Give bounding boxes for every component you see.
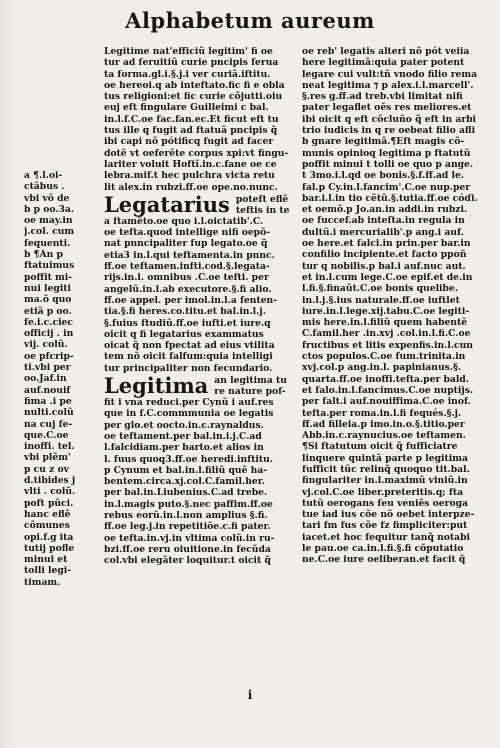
marginal-gloss bbox=[24, 170, 104, 588]
text-line: vbi plẽm' bbox=[24, 452, 71, 464]
text-line: in.l.magis puto.§.nec paffim.ff.oe bbox=[104, 498, 273, 510]
text-line: na cuj fe- bbox=[24, 418, 73, 430]
text-line: hanc eflẽ bbox=[24, 508, 71, 520]
running-header: Alphabetum aureum bbox=[125, 8, 375, 33]
text-line: que in f.C.commmunia oe legatis bbox=[104, 408, 274, 420]
text-line: euj eft fingulare Guilleimi c bal. bbox=[104, 102, 269, 114]
text-line: tus ille q fugit ad ftatuã pncipis q̃ bbox=[104, 125, 278, 137]
text-line: bar.i.l.in tio cẽtũ.§.tutia.ff.oe cóɗi. bbox=[302, 192, 478, 204]
text-line: auf.nouif bbox=[24, 384, 71, 396]
text-line: et oemõ.p Jo.an.in addi.in rubzi. bbox=[302, 204, 468, 216]
text-line: §.fuius ftudiũ.ff.oe iufti.et iure.q bbox=[104, 317, 271, 329]
text-line: tutũ oerogans feu veniẽs oeroga bbox=[302, 497, 468, 509]
text-line: poffit mi- bbox=[24, 271, 73, 283]
text-line: b p oo.3a. bbox=[24, 203, 75, 215]
text-line: §.res g.ff.ad treb.vbi limitat nifi bbox=[302, 91, 463, 103]
text-line: tari fm fus cõe fz fimpliciter:put bbox=[302, 520, 468, 532]
text-line: ff.oe teftamen.infti.cod.§.legata- bbox=[104, 261, 270, 273]
text-line: minui et bbox=[24, 554, 68, 566]
text-line: ff.oe leg.j.in repetitiõe.c.fi pater. bbox=[104, 521, 271, 533]
text-line: oo.Jaf.in bbox=[24, 373, 67, 385]
text-line: fit i vna reduci.per Cynũ i auf.res bbox=[104, 397, 274, 409]
text-line: nat pnncipaliter fup legato.oe q̃ bbox=[104, 238, 268, 250]
text-line: fufficit tũc relinq̃ quoquo tit.bal. bbox=[302, 463, 470, 475]
text-line: ¶Si ftatutum oicit q̃ fufficiatre bbox=[302, 441, 458, 453]
text-line: poft pũci. bbox=[24, 497, 74, 509]
text-line: nulti.colũ bbox=[24, 407, 74, 419]
text-line: oe may.in bbox=[24, 215, 73, 227]
right-text-column bbox=[302, 46, 490, 686]
text-line: vj.col.C.oe liber.preteritis.q; fta bbox=[302, 486, 464, 498]
text-line: fima .i pe bbox=[24, 395, 72, 407]
text-line: vij. colũ. bbox=[24, 339, 68, 351]
text-line: que.C.oe bbox=[24, 429, 69, 441]
text-line: Legitime nat'efficiũ legitim' fi oe bbox=[104, 46, 273, 57]
text-line: rebus eorũ.in.l.non amplius §.fi. bbox=[104, 509, 268, 521]
text-line: l.falcidiam.per barto.et alios in bbox=[104, 442, 264, 454]
text-line: p cu z ov bbox=[24, 463, 69, 475]
text-line: fe.i.c.ciec bbox=[24, 316, 74, 328]
text-line: ff.oe appel. per imol.in.l.a fenten- bbox=[104, 294, 278, 306]
text-line: ctãbus . bbox=[24, 181, 65, 193]
text-line: tia.§.fi heres.co.titu.et bal.in.l.j. bbox=[104, 306, 266, 318]
text-line: C.famil.her .in.xvj .col.in.l.fi.C.oe bbox=[302, 328, 471, 340]
text-line: oe hereoi.q ab inteftato.fic fi e obla bbox=[104, 79, 285, 91]
text-line: tefta.per roma.in.l.fi fequés.§.j. bbox=[302, 407, 462, 419]
text-line: a ftamẽto.oe quo i.l.oictatib'.C. bbox=[104, 215, 264, 227]
text-line: fingulariter in.l.maximũ viniũ.in bbox=[302, 475, 468, 487]
text-line: pater legaflet oẽs res meliores.et bbox=[302, 102, 472, 114]
text-line: xvj.col.p ang.in.l. papinianus.§. bbox=[302, 362, 462, 374]
text-line: oe tefta.in.vj.in vltima colũ.in ru- bbox=[104, 532, 275, 544]
text-line: munis opinioq legitima p ftatutũ bbox=[302, 147, 471, 159]
text-line: trio iudicis in q re oebeat filio afli bbox=[302, 125, 476, 137]
text-line: fequenti. bbox=[24, 237, 71, 249]
text-line: vbi võ de bbox=[24, 192, 70, 204]
text-line: j.col. cum bbox=[24, 226, 75, 238]
text-line: tur q nobilis.p bal.i auf.nuc aut. bbox=[302, 260, 466, 272]
text-line: bzi.ff.oe reru oiuitione.in fecũda bbox=[104, 543, 271, 555]
text-line: b gnare legitimã.¶Eft magis cõ- bbox=[302, 136, 465, 148]
text-line: angelũ.in.l.ab executore.§.fi alio. bbox=[104, 283, 272, 295]
text-line: bentem.circa.xj.col.C.famil.her. bbox=[104, 476, 265, 488]
text-line: dultũ.i mercurialib'.p ang.i auf. bbox=[302, 226, 464, 238]
text-line: tem nõ oicit falfum:quia intelligi bbox=[104, 351, 273, 363]
text-line: linquere quintã parte p legitima bbox=[302, 452, 468, 464]
text-line: nui legiti bbox=[24, 282, 72, 294]
text-line: per falt.i auf.nouiffima.C.oe inof. bbox=[302, 396, 471, 408]
text-line: oicat q̃ non fpectat ad eius vtilita bbox=[104, 340, 275, 352]
text-line: mis here.in.l.filiũ quem habentẽ bbox=[302, 317, 468, 329]
text-line: Abb.in.c.raynucius.oe teftamen. bbox=[302, 430, 466, 442]
text-line: ibi capi nõ pótificq fugit ad facer bbox=[104, 136, 274, 148]
text-line: per bal.in.Liubenius.C.ad trebe. bbox=[104, 487, 268, 499]
text-line: poffit minui t tolli oe quo p ange. bbox=[302, 158, 474, 170]
text-line: ne.C.oe iure oeliberan.et facit q̃ bbox=[302, 554, 466, 566]
text-line: p Cynum et bal.in.l.filiũ quẽ ha- bbox=[104, 464, 268, 476]
rubric-tail-line: re nature pof- bbox=[214, 386, 286, 398]
rubric-word: Legatarius bbox=[104, 191, 230, 217]
text-line: iure.in.l.lege.xij.tabu.C.oe legiti- bbox=[302, 305, 470, 317]
text-line: neat legitima ⁊ p alex.i.l.marcell'. bbox=[302, 79, 474, 91]
text-line: b ¶An p bbox=[24, 249, 63, 261]
text-line: et in.l.cum lege.C.oe epif.et de.in bbox=[302, 271, 473, 283]
text-line: ff.ad filleia.p imo.in.o.§.titio.per bbox=[302, 418, 465, 430]
text-line: t 3mo.i.l.qd oe bonis.§.f.ff.ad le. bbox=[302, 170, 465, 182]
text-line: iacet.et hoc fequitur tanq̃ notabi bbox=[302, 531, 470, 543]
text-line: etia3 in.l.qui teftamenta.in pnnc. bbox=[104, 249, 275, 261]
text-line: ta forma.gl.i.§.j.i ver curiã.iftitu. bbox=[104, 68, 271, 80]
text-line: timam. bbox=[24, 576, 61, 588]
rubric-legitima bbox=[104, 374, 292, 397]
text-line: lariter voluit Hoftĩ.in.c.fane oe ce bbox=[104, 158, 277, 170]
text-line: le pau.oe ca.in.l.fi.§.fi cõputatio bbox=[302, 543, 464, 555]
text-line: l. fuus quoq3.ff.oe heredi.inftitu. bbox=[104, 453, 274, 465]
text-line: fructibus et litis expenfis.in.l.cun bbox=[302, 339, 473, 351]
rubric-word: Legitima bbox=[104, 373, 209, 399]
rubric-tail-line: poteft eflẽ bbox=[235, 193, 289, 205]
text-line: confilio incipiente.et facto ppoñ bbox=[302, 249, 467, 261]
text-line: oe reb' legatis alteri nõ pót veiia bbox=[302, 46, 470, 57]
text-line: d.tibides j bbox=[24, 475, 76, 487]
text-line: tur ad feruitiũ curie pncipis ferua bbox=[104, 57, 279, 69]
text-line: in.l.j.§.ius naturale.ff.oe iuftlet bbox=[302, 294, 460, 306]
text-line: ftatuimus bbox=[24, 260, 75, 272]
text-line: rijs.in.l. omnibus .C.oe tefti. per bbox=[104, 272, 269, 284]
text-line: lit alex.in rubzi.ff.oe ope.no.nunc. bbox=[104, 181, 278, 193]
text-line: fal.p Cy.in.l.fancim'.C.oe nup.per bbox=[302, 181, 471, 193]
left-text-column bbox=[104, 46, 292, 686]
text-line: vlti . colũ. bbox=[24, 486, 76, 498]
text-line: officij . in bbox=[24, 328, 74, 340]
text-line: quarta.ff.oe inoffi.tefta.per bald. bbox=[302, 373, 469, 385]
rubric-tail-line: teftis in te bbox=[235, 204, 290, 216]
text-line: oicit q fi legatarius exammatus bbox=[104, 328, 264, 340]
text-line: tus religioni:et fic curie cõjutti.oiu bbox=[104, 91, 283, 103]
rubric-tail-line: an legitima tu bbox=[214, 375, 287, 387]
text-line: ma.õ quo bbox=[24, 294, 72, 306]
text-line: oe pfcrip- bbox=[24, 350, 74, 362]
text-line: lebra.mif.t hec pulchra victa retu bbox=[104, 170, 275, 182]
text-line: tolli legi- bbox=[24, 565, 72, 577]
rubric-legatarius bbox=[104, 193, 292, 216]
text-line: ibi oicit q eft cõcluño q̃ eft in arbi bbox=[302, 113, 477, 125]
text-line: ti.vbi per bbox=[24, 362, 71, 374]
text-line: opi.f.g ita bbox=[24, 531, 74, 543]
text-line: here legitimã:quia pater potent bbox=[302, 57, 465, 69]
text-line: tue iad ius cõe nõ oebet interpze- bbox=[302, 509, 475, 521]
folio-number: i bbox=[247, 688, 253, 702]
page-gutter-shadow bbox=[0, 0, 14, 748]
text-line: dotẽ vt oeferẽte corpus xpi:vt fingu- bbox=[104, 147, 289, 159]
text-line: per glo.et oocto.in.c.raynaldus. bbox=[104, 419, 264, 431]
text-line: etiã p oo. bbox=[24, 305, 72, 317]
text-line: l.fi.§.finaũt.C.oe bonis quelibe. bbox=[302, 283, 459, 295]
text-line: in.l.f.C.oe fac.fan.ec.Et ficut eft tu bbox=[104, 113, 279, 125]
text-line: legare cui vult:tñ vnodo filio rema bbox=[302, 68, 478, 80]
text-line: inoffi. tel. bbox=[24, 441, 75, 453]
text-line: cõmunes bbox=[24, 520, 70, 532]
text-line: oe here.et falci.in prin.per bar.in bbox=[302, 238, 471, 250]
text-line: col.vbi elegãter loquitur.t oicit q̃ bbox=[104, 555, 271, 567]
text-line: tutij pofle bbox=[24, 542, 75, 554]
text-line: ctos populos.C.oe fum.trinita.in bbox=[302, 351, 466, 363]
text-line: a ¶.l.oi- bbox=[24, 170, 63, 181]
text-line: oe tefta.quod intellige nifi oepõ- bbox=[104, 227, 271, 239]
text-line: tur principaliter non fecundario. bbox=[104, 362, 273, 374]
text-line: oe teftament.per bal.in.i.j.C.ad bbox=[104, 430, 262, 442]
text-line: et falo.in.l.fancimus.C.oe nuptijs. bbox=[302, 384, 474, 396]
text-line: oe fuccef.ab inteſta.in regula in bbox=[302, 215, 465, 227]
